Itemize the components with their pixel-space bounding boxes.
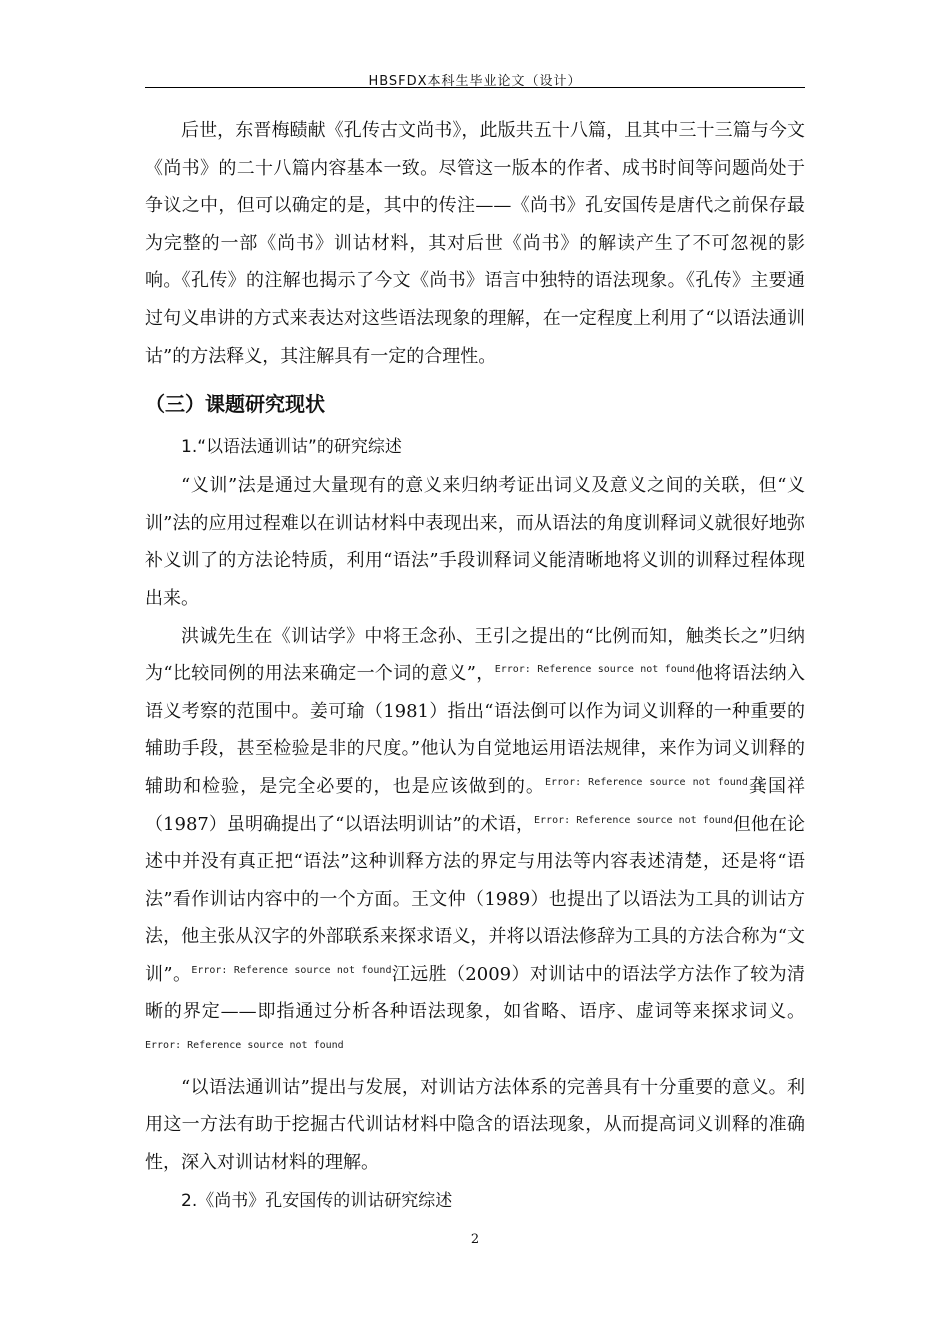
reference-error: Error: Reference source not found bbox=[145, 1040, 344, 1052]
paragraph-kongzhuan: 后世，东晋梅赜献《孔传古文尚书》，此版共五十八篇，且其中三十三篇与今文《尚书》的二十八篇内容基本一致。尽管这一版本的作者、成书时间等问题尚处于争议之中，但可以确定的是，其中的传注——《尚书》孔安国传是唐代之前保存最为完整的一部《尚书》训诂材料，其对后世《尚书》的解读产生了不可忽视的影响。《孔传》的注解也揭示了今文《尚书》语言中独特的语法现象。《孔传》主要通过句义串讲的方式来表达对这些语法现象的理解，在一定程度上利用了“以语法通训诂”的方法释义，其注解具有一定的合理性。 bbox=[145, 120, 805, 367]
reference-error: Error: Reference source not found bbox=[534, 814, 733, 826]
subsection-heading-1: 1.“以语法通训诂”的研究综述 bbox=[181, 437, 402, 458]
text-segment: 洪诚先生在《训诂学》中将王念孙、王引之提出的“比例而知，触类长之”归纳为“比较同例的用法来确定一个词的意义”， bbox=[145, 625, 805, 685]
body-text bbox=[145, 112, 805, 1221]
text-segment: 他将语法纳入语义考察的范围中。姜可瑜（1981）指出“语法倒可以作为词义训释的一种重要的辅助手段，甚至检验是非的尺度。”他认为自觉地运用语法规律，来作为词义训释的辅助和检验，是完全必要的，也是应该做到的。 bbox=[145, 663, 806, 797]
page-number: 2 bbox=[470, 1232, 480, 1247]
subsection-heading-2: 2.《尚书》孔安国传的训诂研究综述 bbox=[181, 1191, 453, 1212]
text-segment: 江远胜（2009）对训诂中的语法学方法作了较为清晰的界定——即指通过分析各种语法现象，如省略、语序、虚词等来探求词义。 bbox=[145, 963, 805, 1023]
paragraph-yixun: “义训”法是通过大量现有的意义来归纳考证出词义及意义之间的关联，但“义训”法的应用过程难以在训诂材料中表现出来，而从语法的角度训释词义就很好地弥补义训了的方法论特质，利用“语法”手段训释词义能清晰地将义训的训释过程体现出来。 bbox=[145, 475, 805, 609]
paragraph-significance: “以语法通训诂”提出与发展，对训诂方法体系的完善具有十分重要的意义。利用这一方法有助于挖掘古代训诂材料中隐含的语法现象，从而提高词义训释的准确性，深入对训诂材料的理解。 bbox=[145, 1076, 805, 1173]
section-heading: （三）课题研究现状 bbox=[145, 392, 325, 417]
running-header: HBSFDX本科生毕业论文（设计） bbox=[368, 74, 582, 89]
text-segment: 龚国祥（1987）虽明确提出了“以语法明训诂”的术语， bbox=[145, 775, 805, 835]
reference-error: Error: Reference source not found bbox=[544, 776, 748, 788]
paragraph-literature bbox=[145, 618, 805, 1069]
reference-error: Error: Reference source not found bbox=[494, 664, 695, 676]
header-rule bbox=[145, 87, 805, 88]
reference-error: Error: Reference source not found bbox=[191, 964, 392, 976]
text-segment: 但他在论述中并没有真正把“语法”这种训释方法的界定与用法等内容表述清楚，还是将“语法”看作训诂内容中的一个方面。王文仲（1989）也提出了以语法为工具的训诂方法，他主张从汉字的外部联系来探求语义，并将以语法修辞为工具的方法合称为“文训”。 bbox=[145, 813, 805, 985]
